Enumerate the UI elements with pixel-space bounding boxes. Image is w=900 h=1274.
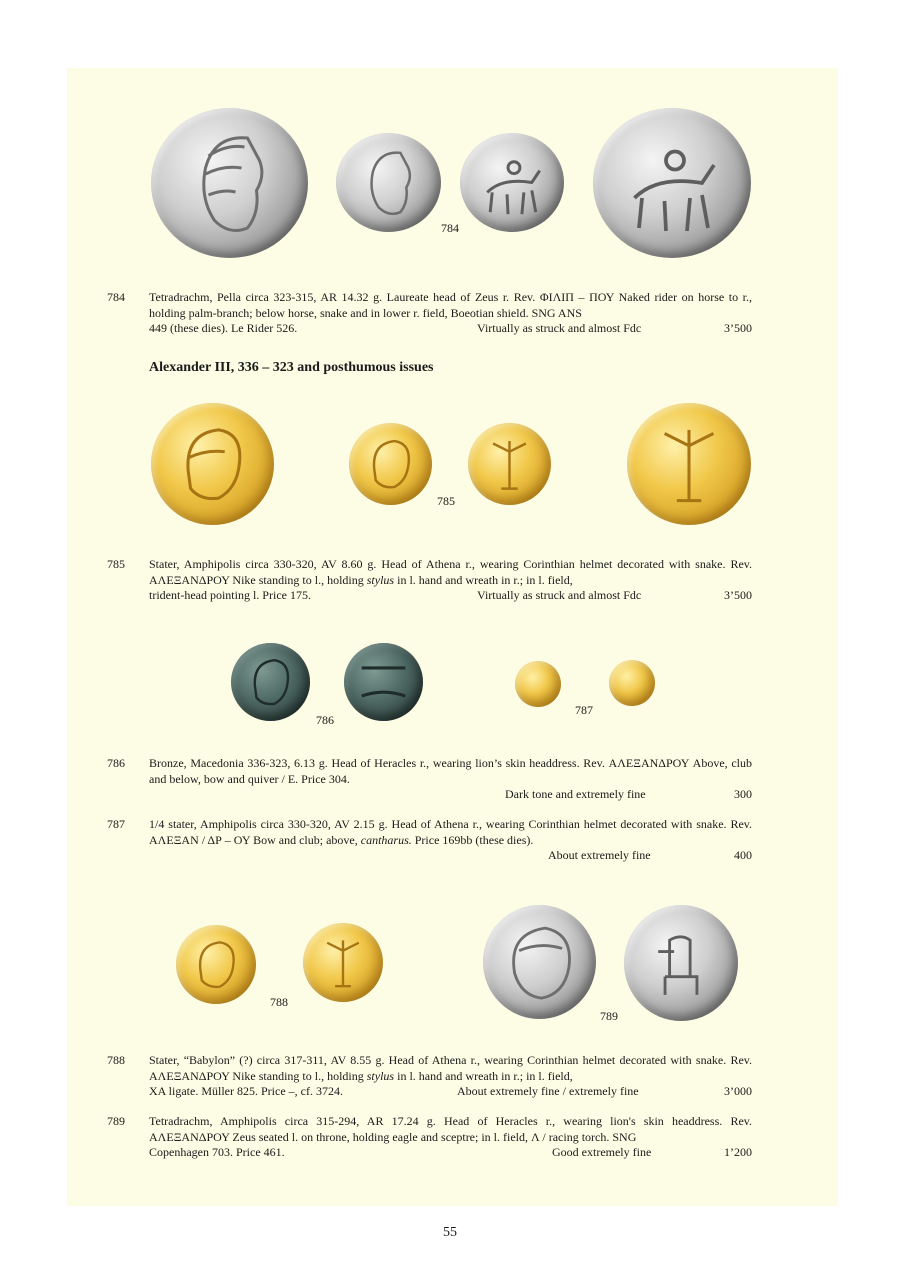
coin-785-obverse-large: [151, 403, 274, 525]
lot-description-end: ΧΑ ligate. Müller 825. Price –, cf. 3724.: [149, 1084, 343, 1098]
coin-784-obverse-small: [336, 133, 441, 232]
coin-785-reverse-small: [468, 423, 551, 505]
lot-label-789: 789: [600, 1009, 618, 1023]
coin-786-reverse: [344, 643, 423, 721]
lot-grade: About extremely fine: [548, 848, 651, 862]
lot-price: 3’500: [724, 321, 752, 335]
lot-price: 300: [734, 787, 752, 801]
coin-787-obverse: [515, 661, 561, 707]
coin-789-obverse: [483, 905, 596, 1019]
lot-entry-784: [107, 290, 752, 337]
lot-number: 784: [107, 290, 125, 304]
lot-description-end: 449 (these dies). Le Rider 526.: [149, 321, 298, 335]
lot-description-end: Copenhagen 703. Price 461.: [149, 1145, 285, 1159]
coin-786-obverse: [231, 643, 310, 721]
lot-grade: Good extremely fine: [552, 1145, 652, 1159]
lot-number: 789: [107, 1114, 125, 1128]
lot-grade: Dark tone and extremely fine: [505, 787, 646, 801]
coin-784-obverse-large: [151, 108, 308, 258]
lot-number: 785: [107, 557, 125, 571]
lot-label-784: 784: [441, 221, 459, 235]
lot-entry-789: [107, 1114, 752, 1161]
lot-price: 3’500: [724, 588, 752, 602]
lot-label-787: 787: [575, 703, 593, 717]
coin-785-obverse-small: [349, 423, 432, 505]
coin-787-reverse: [609, 660, 655, 706]
coin-788-reverse: [303, 923, 383, 1002]
coin-785-reverse-large: [627, 403, 751, 525]
lot-entry-787: [107, 817, 752, 864]
lot-description: Tetradrachm, Pella circa 323-315, AR 14.32 g. Laureate head of Zeus r. Rev. ΦΙΛΙΠ – ΠΟΥ Naked rider on horse to r., holding palm-branch; below horse, snake and in lower r. field, Boeotian shield. SNG ANS: [149, 290, 752, 320]
lot-description: Stater, Amphipolis circa 330-320, AV 8.60 g. Head of Athena r., wearing Corinthian helmet decorated with snake. Rev. ΑΛΕΞΑΝΔΡΟΥ Nike standing to l., holding stylus in l. hand and wreath in r.; in l. field,: [149, 557, 752, 587]
section-title: Alexander III, 336 – 323 and posthumous issues: [149, 360, 434, 375]
coin-788-obverse: [176, 925, 256, 1004]
coin-784-reverse-small: [460, 133, 564, 232]
lot-number: 786: [107, 756, 125, 770]
lot-entry-788: [107, 1053, 752, 1100]
coin-789-reverse: [624, 905, 738, 1021]
lot-price: 400: [734, 848, 752, 862]
lot-label-786: 786: [316, 713, 334, 727]
lot-label-785: 785: [437, 494, 455, 508]
lot-price: 3’000: [724, 1084, 752, 1098]
lot-description: Stater, “Babylon” (?) circa 317-311, AV 8.55 g. Head of Athena r., wearing Corinthian helmet decorated with snake. Rev. ΑΛΕΞΑΝΔΡΟΥ Nike standing to l., holding stylus in l. hand and wreath in r.; in l. field,: [149, 1053, 752, 1083]
coin-784-reverse-large: [593, 108, 751, 258]
lot-number: 788: [107, 1053, 125, 1067]
page-number: 55: [443, 1225, 457, 1240]
lot-description-end: trident-head pointing l. Price 175.: [149, 588, 311, 602]
lot-description: Tetradrachm, Amphipolis circa 315-294, AR 17.24 g. Head of Heracles r., wearing lion's skin headdress. Rev. ΑΛΕΞΑΝΔΡΟΥ Zeus seated l. on throne, holding eagle and sceptre; in l. field, Λ / racing torch. SNG: [149, 1114, 752, 1144]
lot-label-788: 788: [270, 995, 288, 1009]
lot-price: 1’200: [724, 1145, 752, 1159]
lot-entry-785: [107, 557, 752, 604]
lot-description: 1/4 stater, Amphipolis circa 330-320, AV 2.15 g. Head of Athena r., wearing Corinthian helmet decorated with snake. Rev. ΑΛΕΞΑΝ / ΔΡ – ΟΥ Bow and club; above, cantharus. Price 169bb (these dies).: [149, 817, 752, 847]
lot-grade: About extremely fine / extremely fine: [457, 1084, 639, 1098]
lot-grade: Virtually as struck and almost Fdc: [477, 321, 642, 335]
lot-number: 787: [107, 817, 125, 831]
lot-description: Bronze, Macedonia 336-323, 6.13 g. Head of Heracles r., wearing lion’s skin headdress. Rev. ΑΛΕΞΑΝΔΡΟΥ Above, club and below, bow and quiver / Ε. Price 304.: [149, 756, 752, 786]
lot-entry-786: [107, 756, 752, 803]
lot-grade: Virtually as struck and almost Fdc: [477, 588, 642, 602]
